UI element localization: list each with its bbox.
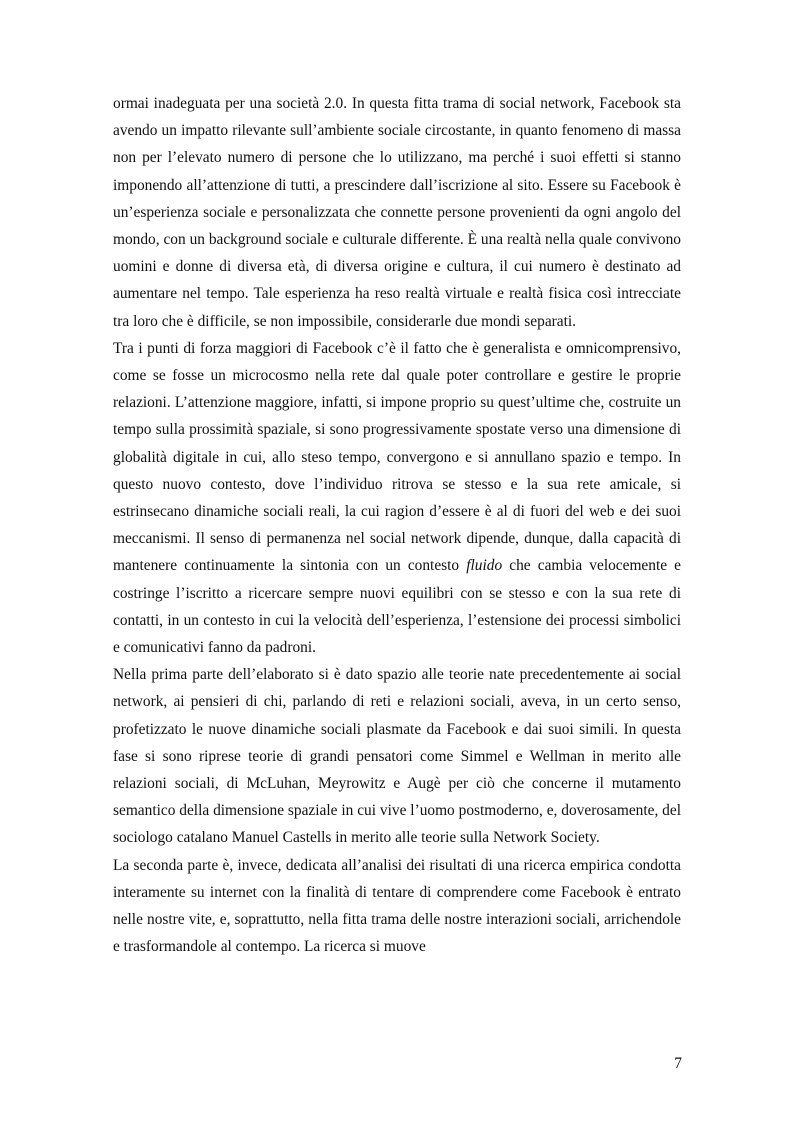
paragraph-2-text-before: Tra i punti di forza maggiori di Facebook c’è il fatto che è generalista e omnicomprensivo, come se fosse un microcosmo nella rete dal quale poter controllare e gestire le proprie relazioni. L’attenzione maggiore, infatti, si impone proprio su quest’ultime che, costruite un tempo sulla prossimità spaziale, si sono progressivamente spostate verso una dimensione di globalità digitale in cui, allo steso tempo, convergono e si annullano spazio e tempo. In questo nuovo contesto, dove l’individuo ritrova se stesso e la sua rete amicale, si estrinsecano dinamiche sociali reali, la cui ragion d’essere è al di fuori del web e dei suoi meccanismi. Il senso di permanenza nel social network dipende, dunque, dalla capacità di mantenere continuamente la sintonia con un contesto: [113, 339, 681, 575]
paragraph-3-text: Nella prima parte dell’elaborato si è dato spazio alle teorie nate precedentemente ai social network, ai pensieri di chi, parlando di reti e relazioni sociali, aveva, in un certo senso, profetizzato le nuove dinamiche sociali plasmate da Facebook e dai suoi simili. In questa fase si sono riprese teorie di grandi pensatori come Simmel e Wellman in merito alle relazioni sociali, di McLuhan, Meyrowitz e Augè per ciò che concerne il mutamento semantico della dimensione spaziale in cui vive l’uomo postmoderno, e, doverosamente, del sociologo catalano Manuel Castells in merito alle teorie sulla Network Society.: [113, 666, 681, 847]
paragraph-4-text: La seconda parte è, invece, dedicata all’analisi dei risultati di una ricerca empirica condotta interamente su internet con la finalità di tentare di comprendere come Facebook è entrato nelle nostre vite, e, soprattutto, nella fitta trama delle nostre interazioni sociali, arrichendole e trasformandole al contempo. La ricerca si muove: [113, 856, 681, 956]
paragraph-4: [113, 852, 681, 961]
paragraph-1-text: ormai inadeguata per una società 2.0. In questa fitta trama di social network, Facebook sta avendo un impatto rilevante sull’ambiente sociale circostante, in quanto fenomeno di massa non per l’elevato numero di persone che lo utilizzano, ma perché i suoi effetti si stanno imponendo all’attenzione di tutti, a prescindere dall’iscrizione al sito. Essere su Facebook è un’esperienza sociale e personalizzata che connette persone provenienti da ogni angolo del mondo, con un background sociale e culturale differente. È una realtà nella quale convivono uomini e donne di diversa età, di diversa origine e cultura, il cui numero è destinato ad aumentare nel tempo. Tale esperienza ha reso realtà virtuale e realtà fisica così intrecciate tra loro che è difficile, se non impossibile, considerarle due mondi separati.: [113, 95, 681, 330]
paragraph-1: [113, 90, 681, 335]
paragraph-3: [113, 661, 681, 851]
paragraph-2-text-after: che cambia velocemente e costringe l’iscritto a ricercare sempre nuovi equilibri con se stesso e con la sua rete di contatti, in un contesto in cui la velocità dell’esperienza, l’estensione dei processi simbolici e comunicativi fanno da padroni.: [113, 557, 681, 657]
paragraph-2-italic-term: fluido: [466, 557, 503, 575]
page-number: 7: [674, 1055, 682, 1072]
body-text: [113, 90, 681, 961]
paragraph-2: [113, 335, 681, 661]
